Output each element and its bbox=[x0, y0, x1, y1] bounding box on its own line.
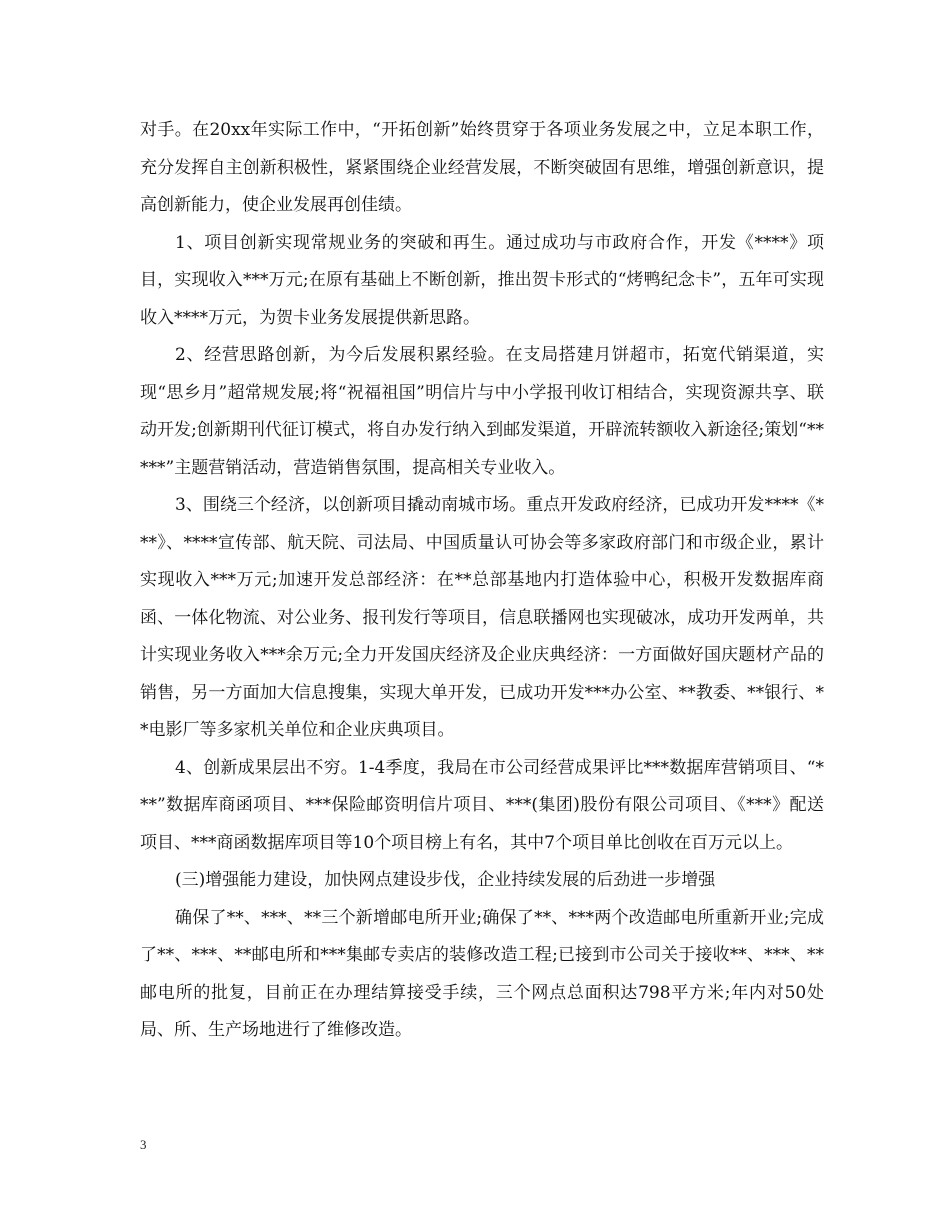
paragraph-item-3-three-economies: 3、围绕三个经济，以创新项目撬动南城市场。重点开发政府经济，已成功开发****《***》、****宣传部、航天院、司法局、中国质量认可协会等多家政府部门和市级企业，累计实现收入***万元;加速开发总部经济：在**总部基地内打造体验中心，积极开发数据库商函、一体化物流、对公业务、报刊发行等项目，信息联播网也实现破冰，成功开发两单，共计实现业务收入***余万元;全力开发国庆经济及企业庆典经济：一方面做好国庆题材产品的销售，另一方面加大信息搜集，实现大单开发，已成功开发***办公室、**教委、**银行、**电影厂等多家机关单位和企业庆典项目。 bbox=[140, 495, 824, 740]
paragraph-item-1-project-innovation: 1、项目创新实现常规业务的突破和再生。通过成功与市政府合作，开发《****》项目，实现收入***万元;在原有基础上不断创新，推出贺卡形式的“烤鸭纪念卡”，五年可实现收入****万元，为贺卡业务发展提供新思路。 bbox=[140, 232, 824, 328]
section-heading-capacity-building: (三)增强能力建设，加快网点建设步伐，企业持续发展的后劲进一步增强 bbox=[175, 870, 716, 890]
paragraph-outlet-construction: 确保了**、***、**三个新增邮电所开业;确保了**、***两个改造邮电所重新开业;完成了**、***、**邮电所和***集邮专卖店的装修改造工程;已接到市公司关于接收**、***、**邮电所的批复，目前正在办理结算接受手续，三个网点总面积达798平方米;年内对50处局、所、生产场地进行了维修改造。 bbox=[140, 907, 824, 1040]
paragraph-item-4-innovation-results: 4、创新成果层出不穷。1-4季度，我局在市公司经营成果评比***数据库营销项目、“***”数据库商函项目、***保险邮资明信片项目、***(集团)股份有限公司项目、《***》配送项目、***商函数据库项目等10个项目榜上有名，其中7个项目单比创收在百万元以上。 bbox=[140, 757, 824, 853]
document-body bbox=[140, 112, 824, 1050]
paragraph-item-2-business-innovation: 2、经营思路创新，为今后发展积累经验。在支局搭建月饼超市，拓宽代销渠道，实现“思乡月”超常规发展;将“祝福祖国”明信片与中小学报刊收订相结合，实现资源共享、联动开发;创新期刊代征订模式，将自办发行纳入到邮发渠道，开辟流转额收入新途径;策划“*****”主题营销活动，营造销售氛围，提高相关专业收入。 bbox=[140, 345, 824, 478]
page-number: 3 bbox=[140, 1137, 147, 1152]
paragraph-intro-continuation: 对手。在20xx年实际工作中，“开拓创新”始终贯穿于各项业务发展之中，立足本职工作，充分发挥自主创新积极性，紧紧围绕企业经营发展，不断突破固有思维，增强创新意识，提高创新能力，使企业发展再创佳绩。 bbox=[140, 120, 824, 215]
